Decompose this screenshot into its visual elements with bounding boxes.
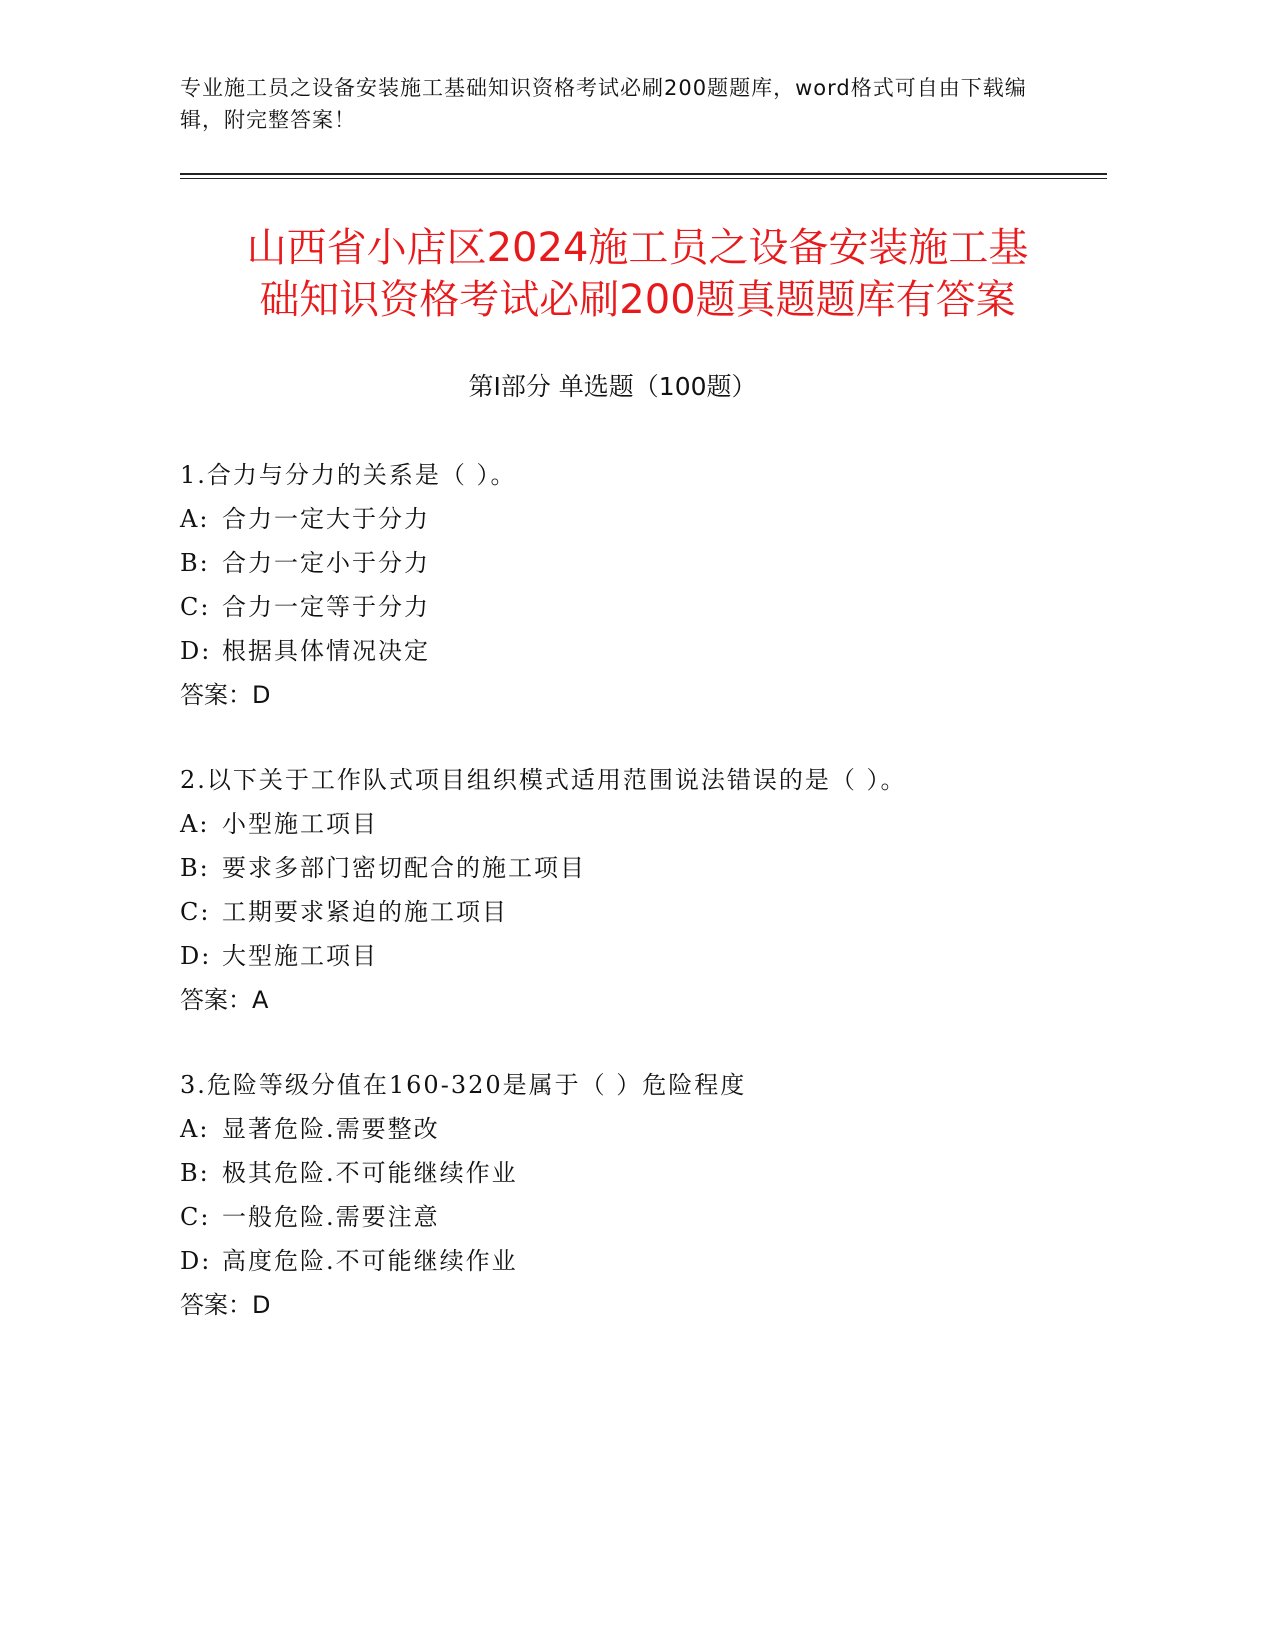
option-text: 合力一定等于分力	[222, 593, 430, 621]
header-rule-thick	[180, 173, 1107, 175]
option-c	[180, 1195, 1080, 1239]
option-a	[180, 802, 1080, 846]
section-title: 第Ⅰ部分 单选题（100题）	[468, 372, 757, 401]
option-text: 小型施工项目	[222, 810, 378, 838]
option-letter: B:	[180, 1159, 210, 1187]
option-c	[180, 585, 1080, 629]
option-letter: D:	[180, 1247, 212, 1275]
answer: 答案：D	[180, 681, 271, 709]
option-b	[180, 541, 1080, 585]
option-letter: B:	[180, 854, 210, 882]
question-stem: 2.以下关于工作队式项目组织模式适用范围说法错误的是（ ）。	[180, 766, 907, 794]
question-3	[180, 1063, 1080, 1327]
option-text: 工期要求紧迫的施工项目	[222, 898, 508, 926]
option-letter: B:	[180, 549, 210, 577]
question-2	[180, 758, 1080, 1022]
question-stem: 3.危险等级分值在160-320是属于（ ）危险程度	[180, 1071, 747, 1099]
header-note: 专业施工员之设备安装施工基础知识资格考试必刷200题题库，word格式可自由下载编辑，附完整答案！	[180, 76, 1027, 132]
option-text: 合力一定小于分力	[222, 549, 430, 577]
question-1	[180, 453, 1080, 717]
option-letter: C:	[180, 593, 211, 621]
option-a	[180, 1107, 1080, 1151]
question-stem: 1.合力与分力的关系是（ ）。	[180, 461, 517, 489]
document-title-line-2: 础知识资格考试必刷200题真题题库有答案	[259, 277, 1016, 323]
option-b	[180, 846, 1080, 890]
option-c	[180, 890, 1080, 934]
option-letter: C:	[180, 1203, 211, 1231]
option-text: 要求多部门密切配合的施工项目	[222, 854, 586, 882]
option-letter: D:	[180, 637, 212, 665]
document-title-line-1: 山西省小店区2024施工员之设备安装施工基	[246, 225, 1029, 271]
option-letter: A:	[180, 1115, 210, 1143]
option-d	[180, 629, 1080, 673]
option-text: 极其危险.不可能继续作业	[222, 1159, 518, 1187]
option-letter: D:	[180, 942, 212, 970]
option-letter: C:	[180, 898, 211, 926]
answer: 答案：A	[180, 986, 269, 1014]
option-text: 显著危险.需要整改	[222, 1115, 440, 1143]
option-b	[180, 1151, 1080, 1195]
option-letter: A:	[180, 505, 210, 533]
document-title	[170, 222, 1105, 326]
option-text: 高度危险.不可能继续作业	[222, 1247, 518, 1275]
answer: 答案：D	[180, 1291, 271, 1319]
option-text: 一般危险.需要注意	[222, 1203, 440, 1231]
header-rule-thin	[180, 178, 1107, 179]
option-d	[180, 934, 1080, 978]
option-letter: A:	[180, 810, 210, 838]
option-text: 大型施工项目	[222, 942, 378, 970]
option-text: 根据具体情况决定	[222, 637, 430, 665]
option-text: 合力一定大于分力	[222, 505, 430, 533]
option-d	[180, 1239, 1080, 1283]
option-a	[180, 497, 1080, 541]
